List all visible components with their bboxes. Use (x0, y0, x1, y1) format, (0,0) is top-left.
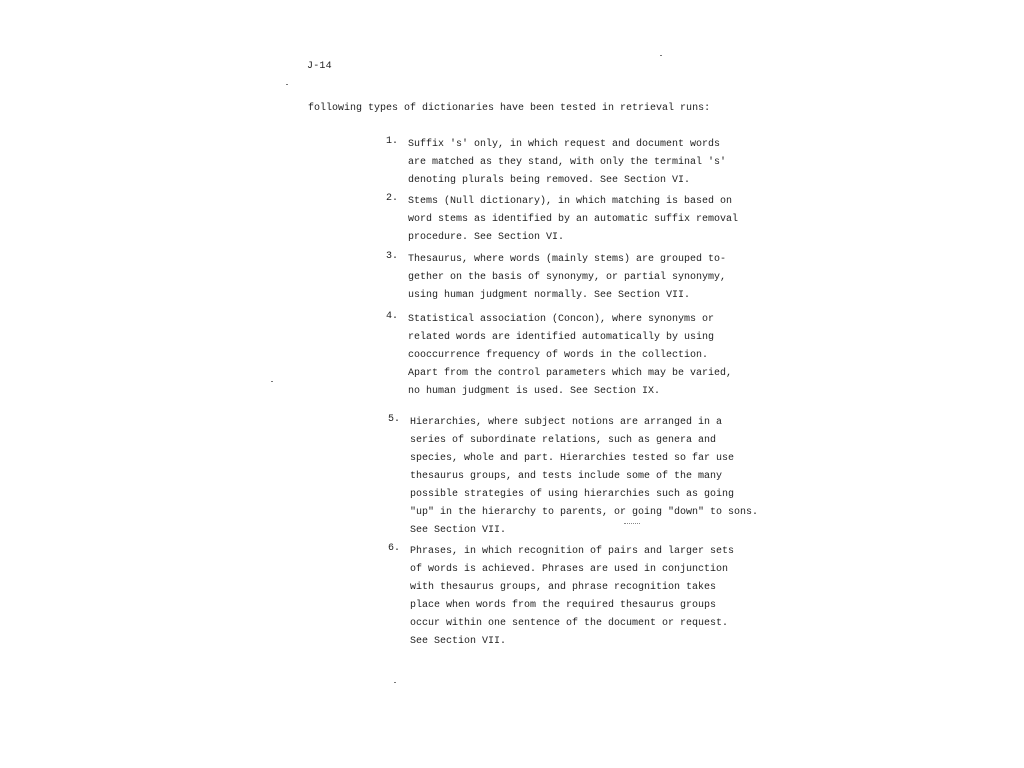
item-line: "up" in the hierarchy to parents, or going "down" to sons. (410, 507, 759, 518)
item-text (408, 311, 732, 401)
item-line: related words are identified automatically by using (408, 332, 715, 343)
item-line: series of subordinate relations, such as genera and (410, 435, 717, 446)
item-line: Hierarchies, where subject notions are arranged in a (410, 417, 723, 428)
item-line: cooccurrence frequency of words in the collection. (408, 350, 709, 361)
item-line: word stems as identified by an automatic suffix removal (408, 214, 739, 225)
item-line: Statistical association (Concon), where synonyms or (408, 314, 715, 325)
item-text (408, 136, 726, 190)
item-line: See Section VII. (410, 636, 507, 647)
scan-speck (660, 55, 662, 56)
scan-speck (394, 682, 396, 683)
item-number: 4. (386, 311, 399, 322)
item-number: 3. (386, 251, 399, 262)
item-line: species, whole and part. Hierarchies tested so far use (410, 453, 735, 464)
item-text (408, 251, 726, 305)
item-line: Apart from the control parameters which may be varied, (408, 368, 733, 379)
item-line: with thesaurus groups, and phrase recognition takes (410, 582, 717, 593)
item-line: using human judgment normally. See Section VII. (408, 290, 691, 301)
scan-speck (286, 84, 288, 85)
item-number: 5. (388, 414, 401, 425)
item-line: no human judgment is used. See Section IX. (408, 386, 661, 397)
scan-speck (271, 381, 273, 382)
item-line: Stems (Null dictionary), in which matching is based on (408, 196, 733, 207)
item-line: gether on the basis of synonymy, or partial synonymy, (408, 272, 727, 283)
item-line: place when words from the required thesaurus groups (410, 600, 717, 611)
item-line: are matched as they stand, with only the terminal 's' (408, 157, 727, 168)
intro-sentence: following types of dictionaries have been tested in retrieval runs: (308, 103, 711, 114)
item-text (408, 193, 738, 247)
item-line: occur within one sentence of the document or request. (410, 618, 729, 629)
item-line: Suffix 's' only, in which request and document words (408, 139, 721, 150)
item-line: procedure. See Section VI. (408, 232, 565, 243)
item-text (410, 414, 758, 540)
page-number: J-14 (307, 61, 332, 72)
item-number: 6. (388, 543, 401, 554)
item-line: denoting plurals being removed. See Section VI. (408, 175, 691, 186)
item-line: Phrases, in which recognition of pairs and larger sets (410, 546, 735, 557)
item-line: Thesaurus, where words (mainly stems) are grouped to- (408, 254, 727, 265)
item-line: See Section VII. (410, 525, 507, 536)
item-text (410, 543, 734, 651)
item-number: 1. (386, 136, 399, 147)
scan-smudge (624, 523, 640, 526)
item-line: possible strategies of using hierarchies such as going (410, 489, 735, 500)
item-line: thesaurus groups, and tests include some of the many (410, 471, 723, 482)
item-line: of words is achieved. Phrases are used in conjunction (410, 564, 729, 575)
item-number: 2. (386, 193, 399, 204)
